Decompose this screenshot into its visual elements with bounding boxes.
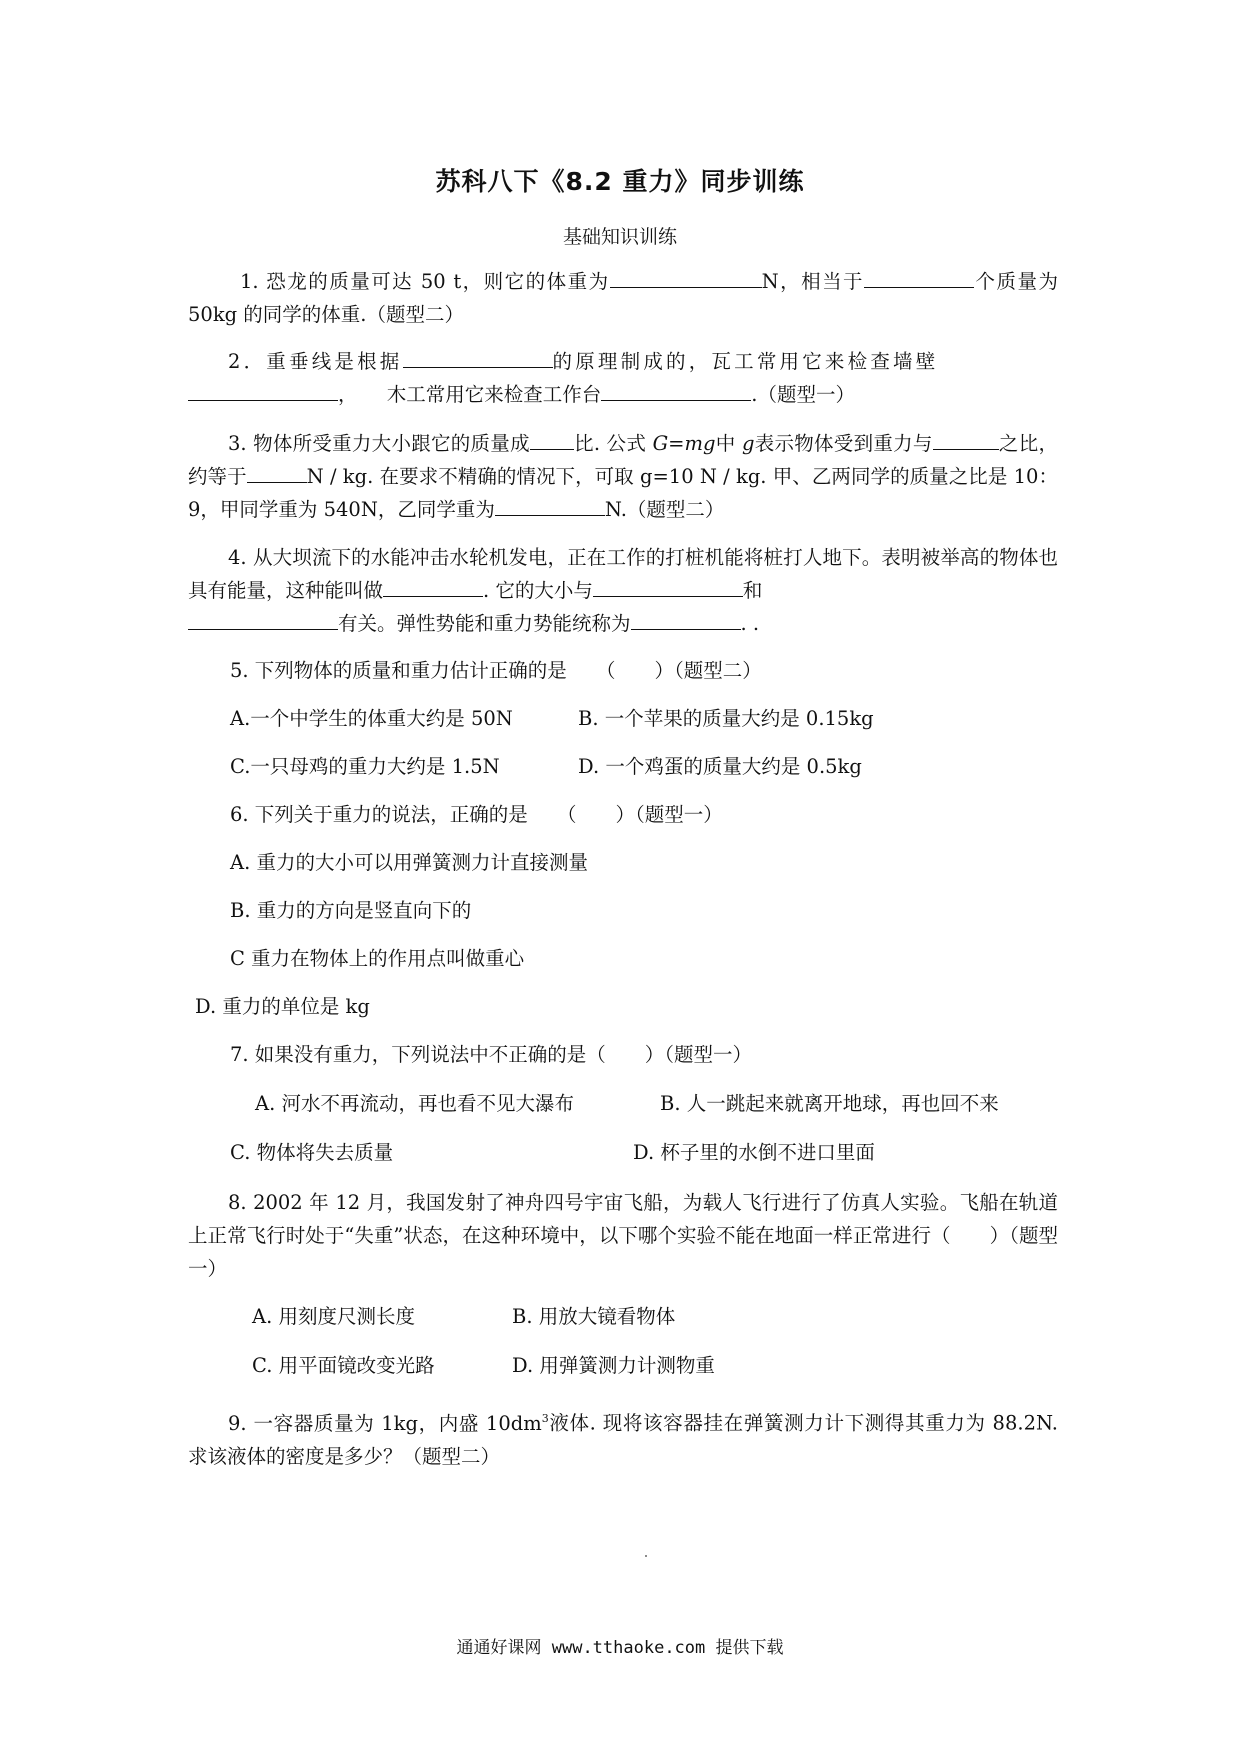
q2-blank-3 xyxy=(601,378,751,401)
q1-text-c: 个质量为 50kg 的同学的体重.（题型二） xyxy=(188,270,1058,326)
question-9 xyxy=(188,1402,1058,1473)
q3-text-e: 之比，约等于 xyxy=(188,432,1058,488)
q1-text-a: 1. 恐龙的质量可达 50 t，则它的体重为 xyxy=(240,270,610,293)
section-subtitle: 基础知识训练 xyxy=(562,226,677,248)
q6-option-a: A. 重力的大小可以用弹簧测力计直接测量 xyxy=(230,851,588,874)
q1-text-b: N，相当于 xyxy=(761,270,865,293)
question-2 xyxy=(188,345,1058,411)
q9-text-a: 9. 一容器质量为 1kg，内盛 10dm xyxy=(228,1411,542,1435)
q5-stem: 5. 下列物体的质量和重力估计正确的是 （ ）（题型二） xyxy=(230,659,762,682)
q6-option-c: C 重力在物体上的作用点叫做重心 xyxy=(230,947,525,970)
question-4 xyxy=(188,541,1058,640)
q3-blank-4 xyxy=(495,493,605,516)
q8-stem: 8. 2002 年 12 月，我国发射了神舟四号宇宙飞船，为载人飞行进行了仿真人实验。飞船在轨道上正常飞行时处于“失重”状态，在这种环境中，以下哪个实验不能在地面一样正常进行（ ）（题型一） xyxy=(188,1191,1058,1280)
q4-text-c: 和 xyxy=(742,579,763,602)
q4-text-b: . 它的大小与 xyxy=(483,579,593,602)
q4-text-a: 4. 从大坝流下的水能冲击水轮机发电，正在工作的打桩机能将桩打人地下。表明被举高的物体也具有能量，这种能叫做 xyxy=(188,546,1058,602)
q7-stem: 7. 如果没有重力，下列说法中不正确的是（ ）（题型一） xyxy=(230,1043,753,1066)
q9-superscript: 3 xyxy=(541,1412,549,1425)
q7-option-b: B. 人一跳起来就离开地球，再也回不来 xyxy=(660,1092,999,1115)
q8-option-b: B. 用放大镜看物体 xyxy=(512,1305,676,1328)
q8-option-a: A. 用刻度尺测长度 xyxy=(252,1305,415,1328)
q3-formula: G=mg xyxy=(652,432,716,455)
q2-text-d: .（题型一） xyxy=(751,383,855,406)
q3-text-b: 比. 公式 xyxy=(573,432,647,455)
q3-blank-2 xyxy=(933,427,999,450)
q4-blank-3 xyxy=(188,607,338,630)
q9-text-b: 液体. 现将该容器挂在弹簧测力计下测得其重力为 88.2N. 求该液体的密度是多少？（题型二） xyxy=(188,1411,1058,1468)
q5-option-d: D. 一个鸡蛋的质量大约是 0.5kg xyxy=(578,755,862,778)
q5-option-c: C.一只母鸡的重力大约是 1.5N xyxy=(230,755,500,778)
q6-option-d: D. 重力的单位是 kg xyxy=(195,995,370,1018)
q4-blank-1 xyxy=(383,574,483,597)
q8-option-c: C. 用平面镜改变光路 xyxy=(252,1354,435,1377)
q4-blank-4 xyxy=(631,607,741,630)
q1-blank-2 xyxy=(864,265,974,288)
question-1 xyxy=(188,265,1058,331)
q5-option-a: A.一个中学生的体重大约是 50N xyxy=(230,707,513,730)
q3-text-d: 表示物体受到重力与 xyxy=(754,432,933,455)
q4-text-d: 有关。弹性势能和重力势能统称为 xyxy=(338,612,631,635)
q2-text-a: 2．重垂线是根据 xyxy=(228,350,403,373)
q3-text-c: 中 xyxy=(715,432,736,455)
q4-blank-2 xyxy=(593,574,743,597)
q2-blank-2 xyxy=(188,378,338,401)
q3-text-f: N / kg. 在要求不精确的情况下，可取 g=10 N / kg. 甲、乙两同学的质量之比是 10：9，甲同学重为 540N，乙同学重为 xyxy=(188,465,1058,521)
q3-blank-3 xyxy=(247,460,307,483)
q4-text-e: . . xyxy=(740,612,760,635)
q3-text-h: N.（题型二） xyxy=(604,498,725,521)
q2-text-b: 的原理制成的，瓦工常用它来检查墙壁 xyxy=(552,350,939,373)
stray-dot xyxy=(645,1555,647,1557)
q6-stem: 6. 下列关于重力的说法，正确的是 （ ）（题型一） xyxy=(230,803,723,826)
q3-text-a: 3. 物体所受重力大小跟它的质量成 xyxy=(228,432,530,455)
q7-option-d: D. 杯子里的水倒不进口里面 xyxy=(633,1141,875,1164)
q8-option-d: D. 用弹簧测力计测物重 xyxy=(512,1354,715,1377)
q5-option-b: B. 一个苹果的质量大约是 0.15kg xyxy=(578,707,874,730)
question-8 xyxy=(188,1186,1058,1285)
q6-option-b: B. 重力的方向是竖直向下的 xyxy=(230,899,472,922)
q1-blank-1 xyxy=(610,265,762,288)
page-footer: 通通好课网 www.tthaoke.com 提供下载 xyxy=(456,1638,784,1658)
q2-blank-1 xyxy=(403,345,553,368)
q7-option-a: A. 河水不再流动，再也看不见大瀑布 xyxy=(255,1092,574,1115)
q2-text-c: ， 木工常用它来检查工作台 xyxy=(338,383,602,406)
question-3 xyxy=(188,427,1058,526)
page-title: 苏科八下《8.2 重力》同步训练 xyxy=(435,167,805,196)
q3-blank-1 xyxy=(530,427,574,450)
q7-option-c: C. 物体将失去质量 xyxy=(230,1141,394,1164)
q3-g-symbol: g xyxy=(741,432,755,455)
